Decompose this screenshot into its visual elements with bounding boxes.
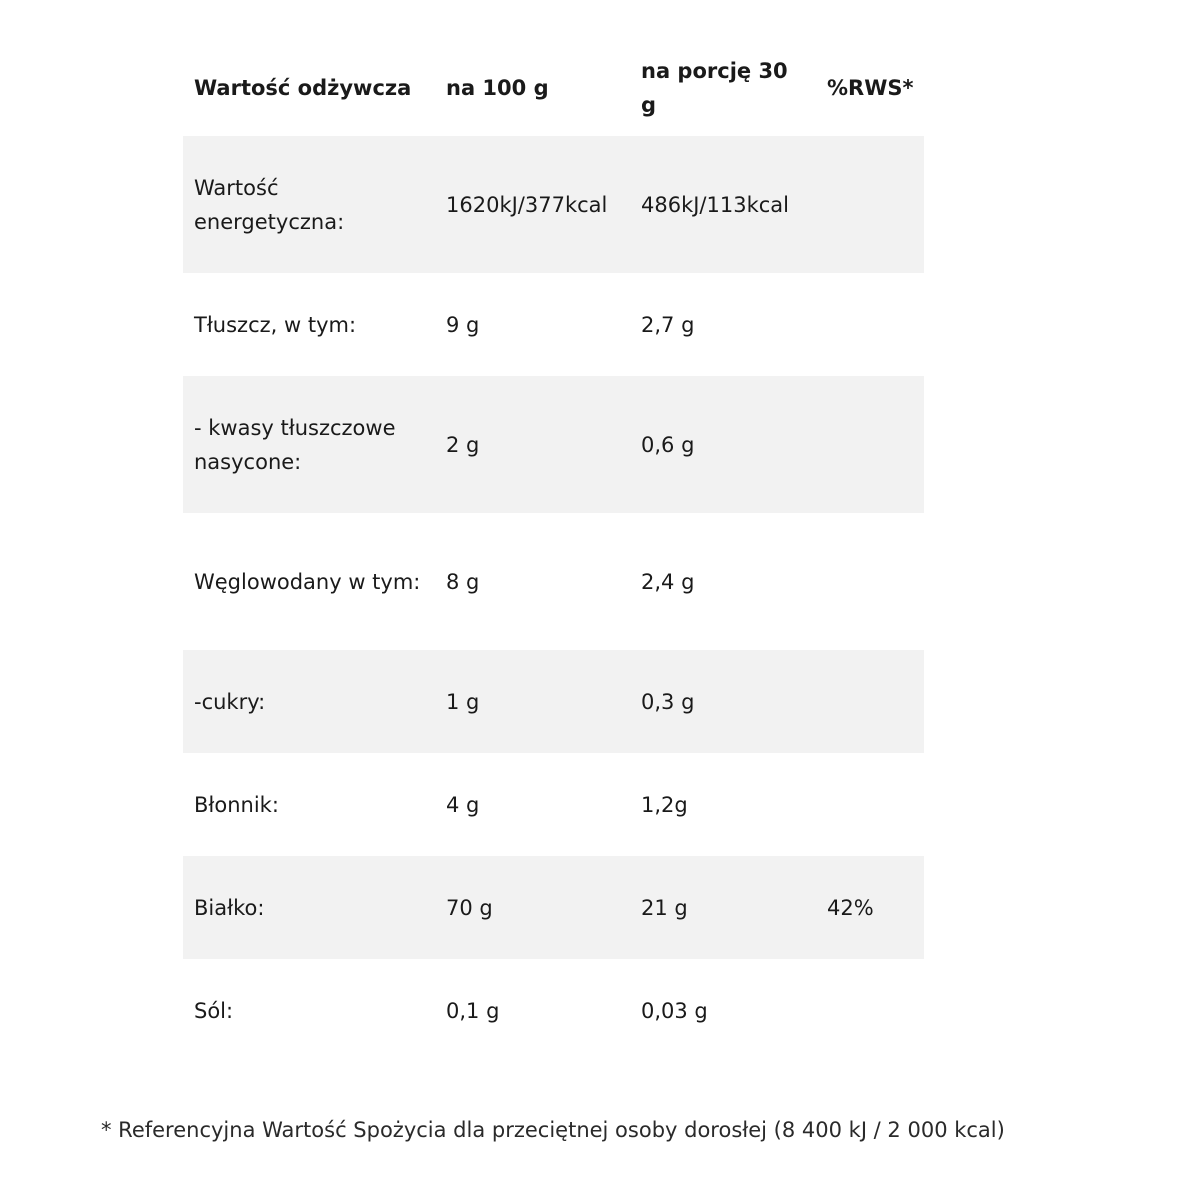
- table-row: [183, 513, 924, 650]
- table-row: [183, 753, 924, 856]
- per-100g-value: 70 g: [446, 895, 493, 920]
- header-per-portion: na porcję 30 g: [641, 59, 788, 117]
- table-row: [183, 136, 924, 273]
- nutrient-name: Węglowodany w tym:: [194, 569, 421, 594]
- per-portion-value: 0,6 g: [641, 432, 695, 457]
- per-100g-value: 2 g: [446, 432, 480, 457]
- header-nutrient: Wartość odżywcza: [194, 76, 412, 100]
- per-100g-value: 1 g: [446, 689, 480, 714]
- table-row: [183, 856, 924, 959]
- per-portion-value: 486kJ/113kcal: [641, 192, 790, 217]
- per-100g-value: 0,1 g: [446, 998, 500, 1023]
- per-100g-value: 1620kJ/377kcal: [446, 192, 608, 217]
- per-100g-value: 8 g: [446, 569, 480, 594]
- per-100g-value: 4 g: [446, 792, 480, 817]
- per-portion-value: 1,2g: [641, 792, 688, 817]
- per-portion-value: 2,7 g: [641, 312, 695, 337]
- table-row: [183, 650, 924, 753]
- nutrient-name: - kwasy tłuszczowe nasycone:: [194, 415, 396, 474]
- per-portion-value: 0,3 g: [641, 689, 695, 714]
- per-100g-value: 9 g: [446, 312, 480, 337]
- per-portion-value: 2,4 g: [641, 569, 695, 594]
- nutrition-table: [183, 40, 924, 1062]
- nutrient-name: Białko:: [194, 895, 265, 920]
- rws-value: 42%: [827, 895, 874, 920]
- rws-footnote: * Referencyjna Wartość Spożycia dla przeciętnej osoby dorosłej (8 400 kJ / 2 000 kcal): [101, 1118, 1005, 1142]
- nutrient-name: Wartość energetyczna:: [194, 175, 345, 234]
- nutrient-name: -cukry:: [194, 689, 266, 714]
- header-per-100g: na 100 g: [446, 76, 549, 100]
- nutrient-name: Tłuszcz, w tym:: [194, 312, 357, 337]
- per-portion-value: 21 g: [641, 895, 688, 920]
- table-row: [183, 959, 924, 1062]
- table-header-row: [183, 40, 924, 136]
- nutrient-name: Błonnik:: [194, 792, 279, 817]
- per-portion-value: 0,03 g: [641, 998, 708, 1023]
- table-row: [183, 273, 924, 376]
- header-rws: %RWS*: [827, 76, 914, 100]
- nutrient-name: Sól:: [194, 998, 234, 1023]
- table-row: [183, 376, 924, 513]
